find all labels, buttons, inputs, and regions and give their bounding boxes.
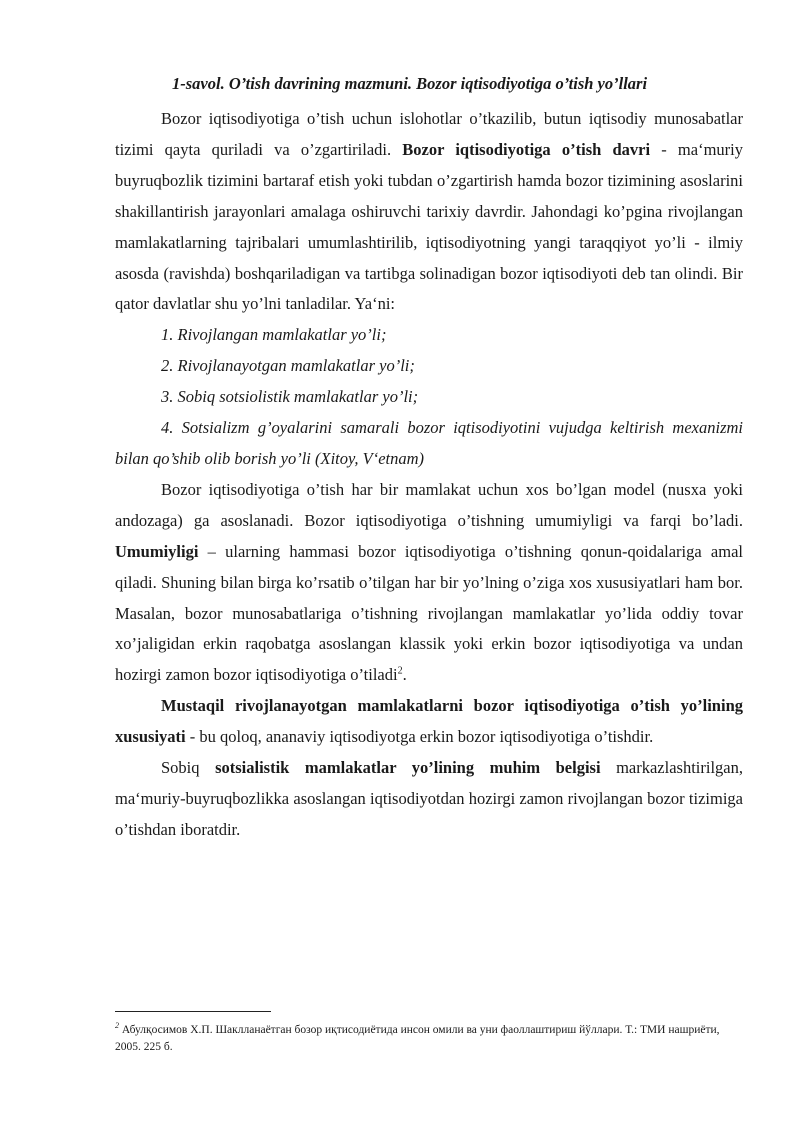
paragraph-3 [115, 691, 743, 753]
paragraph-1 [115, 104, 743, 320]
footnote-text: Абулқосимов Х.П. Шаклланаётган бозор иқтисодиётида инсон омили ва уни фаоллаштириш йўллари. Т.: ТМИ нашриёти, 2005. 225 б. [115, 1024, 720, 1053]
paragraph-2 [115, 475, 743, 691]
paragraph-4-rest: markazlashtirilgan, ma‘muriy-buyruqbozlikka asoslangan iqtisodiyotdan hozirgi zamon rivojlangan bozor tizimiga o’tishdan iboratdir. [115, 758, 743, 839]
paragraph-1-rest: - ma‘muriy buyruqbozlik tizimini bartaraf etish yoki tubdan o’zgartirish hamda bozor tizimining asoslarini shakillantirish jarayonlari amalaga oshiruvchi tarixiy davrdir. Jahondagi ko’pgina rivojlangan mamlakatlarning tajribalari umumlashtirilib, iqtisodiyotning yangi taraqqiyot yo’li - ilmiy asosda (ravishda) boshqariladigan va tartibga solinadigan bozor iqtisodiyoti deb tan olindi. Bir qator davlatlar shu yo’lni tanladilar. Ya‘ni: [115, 139, 743, 314]
footnote [115, 1022, 745, 1056]
paragraph-4-term: sotsialistik mamlakatlar yo’lining muhim belgisi [215, 758, 601, 778]
paragraph-3-term: Mustaqil rivojlanayotgan mamlakatlarni bozor iqtisodiyotiga o’tish yo’lining xususiyati [115, 696, 743, 747]
footnote-reference[interactable]: 2 [397, 665, 403, 677]
footnote-divider [115, 1011, 271, 1012]
paragraph-3-rest: - bu qoloq, ananaviy iqtisodiyotga erkin bozor iqtisodiyotiga o’tishdir. [185, 727, 654, 747]
paragraph-1-term: Bozor iqtisodiyotiga o’tish davri [402, 139, 651, 159]
paragraph-2-intro: Bozor iqtisodiyotiga o’tish har bir mamlakat uchun xos bo’lgan model (nusxa yoki andozaga) ga asoslanadi. Bozor iqtisodiyotiga o’tishning umumiyligi va farqi bo’ladi. [115, 479, 743, 530]
paragraph-2-term: Umumiyligi [115, 541, 199, 561]
list-item: 4. Sotsializm g’oyalarini samarali bozor iqtisodiyotini vujudga keltirish mexanizmi bilan qo’shib olib borish yo’li (Xitoy, V‘etnam) [115, 418, 743, 468]
list-item: 3. Sobiq sotsiolistik mamlakatlar yo’li; [161, 387, 419, 407]
section-title: 1-savol. O’tish davrining mazmuni. Bozor iqtisodiyotiga o’tish yo’llari [172, 74, 648, 93]
paragraph-2-end: . [402, 665, 407, 685]
paragraph-1-intro: Bozor iqtisodiyotiga o’tish uchun islohotlar o’tkazilib, butun iqtisodiy munosabatlar tizimi qayta quriladi va o’zgartiriladi. [115, 109, 743, 159]
paragraph-2-rest: – ularning hammasi bozor iqtisodiyotiga o’tishning qonun-qoidalariga amal qiladi. Shuning bilan birga ko’rsatib o’tilgan har bir yo’lning o’ziga xos xususiyatlari ham bor. Masalan, bozor munosabatlariga o’tishning rivojlangan mamlakatlar yo’lida oddiy tovar xo’jaligidan erkin raqobatga asoslangan klassik yoki erkin bozor iqtisodiyotiga va undan hozirgi zamon bozor iqtisodiyotiga o’tiladi [115, 541, 743, 685]
document-body [115, 104, 743, 846]
list-item: 1. Rivojlangan mamlakatlar yo’li; [161, 325, 387, 345]
footnote-mark: 2 [115, 1021, 119, 1031]
paragraph-4-intro: Sobiq [161, 758, 216, 778]
paragraph-4 [115, 753, 743, 846]
list-item: 2. Rivojlanayotgan mamlakatlar yo’li; [161, 356, 415, 376]
